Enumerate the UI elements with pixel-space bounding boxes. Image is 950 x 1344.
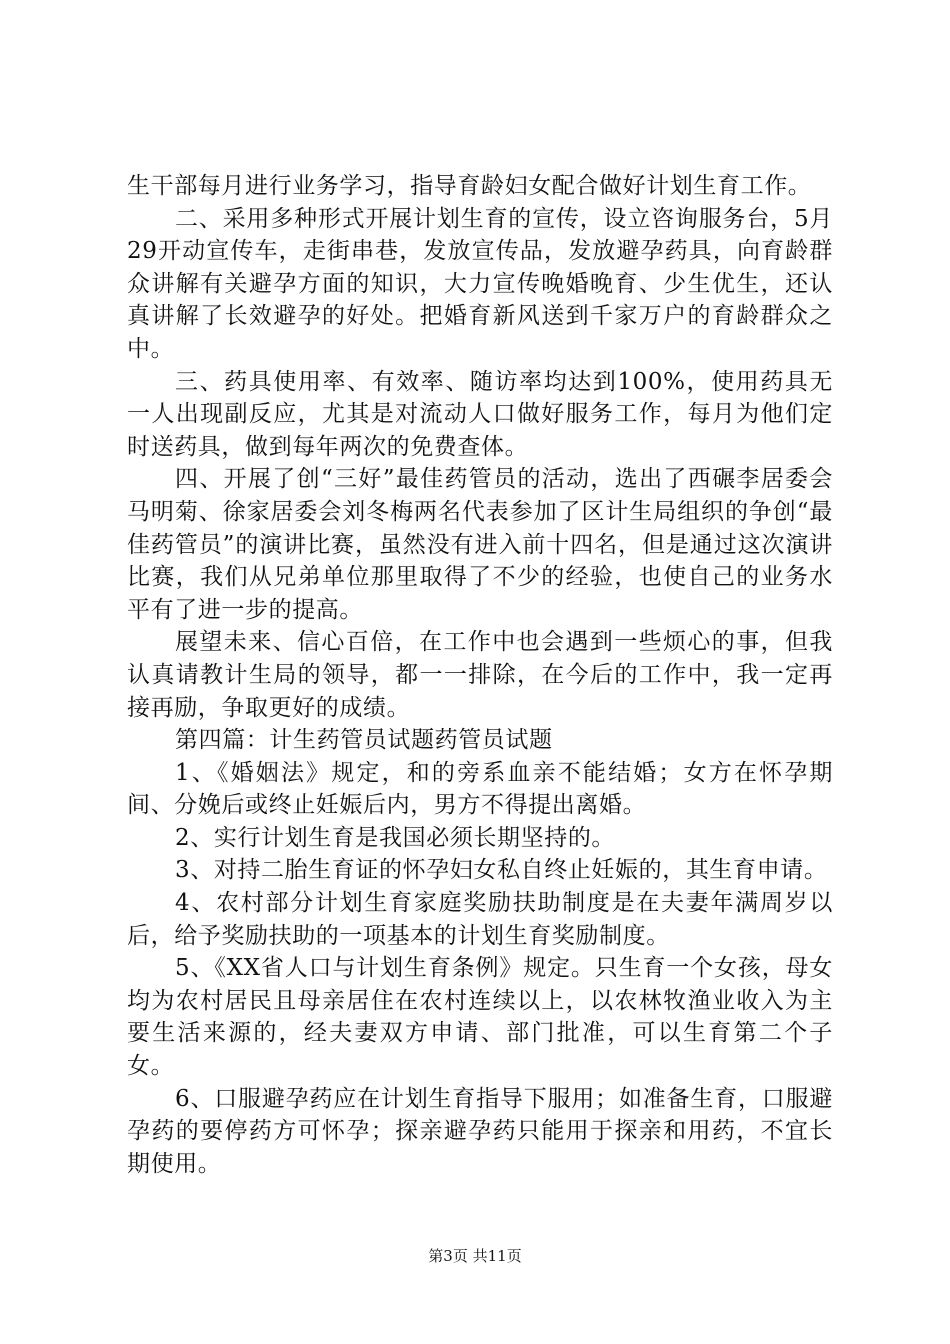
question-item: 5、《XX省人口与计划生育条例》规定。只生育一个女孩，母女均为农村居民且母亲居住在农村连续以上，以农林牧渔业收入为主要生活来源的，经夫妻双方申请、部门批准，可以生育第二个子女。 xyxy=(127,955,833,1080)
paragraph: 展望未来、信心百倍，在工作中也会遇到一些烦心的事，但我认真请教计生局的领导，都一一排除，在今后的工作中，我一定再接再励，争取更好的成绩。 xyxy=(127,629,833,721)
page-footer: 第3页 共11页 xyxy=(428,1247,522,1265)
question-item: 3、对持二胎生育证的怀孕妇女私自终止妊娠的，其生育申请。 xyxy=(175,857,828,884)
section-heading: 第四篇：计生药管员试题药管员试题 xyxy=(175,727,553,754)
paragraph: 二、采用多种形式开展计划生育的宣传，设立咨询服务台，5月29开动宣传车，走街串巷，发放宣传品，发放避孕药具，向育龄群众讲解有关避孕方面的知识，大力宣传晚婚晚育、少生优生，还认真讲解了长效避孕的好处。把婚育新风送到千家万户的育龄群众之中。 xyxy=(127,205,833,362)
paragraph: 三、药具使用率、有效率、随访率均达到100%，使用药具无一人出现副反应，尤其是对流动人口做好服务工作，每月为他们定时送药具，做到每年两次的免费查体。 xyxy=(127,368,833,460)
question-item: 2、实行计划生育是我国必须长期坚持的。 xyxy=(175,824,616,851)
paragraph: 生干部每月进行业务学习，指导育龄妇女配合做好计划生育工作。 xyxy=(127,173,812,199)
paragraph: 四、开展了创“三好”最佳药管员的活动，选出了西碾李居委会马明菊、徐家居委会刘冬梅两名代表参加了区计生局组织的争创“最佳药管员”的演讲比赛，虽然没有进入前十四名，但是通过这次演讲比赛，我们从兄弟单位那里取得了不少的经验，也使自己的业务水平有了进一步的提高。 xyxy=(127,466,833,623)
question-item: 6、口服避孕药应在计划生育指导下服用；如准备生育，口服避孕药的要停药方可怀孕；探亲避孕药只能用于探亲和用药，不宜长期使用。 xyxy=(127,1085,833,1177)
question-item: 1、《婚姻法》规定，和的旁系血亲不能结婚；女方在怀孕期间、分娩后或终止妊娠后内，男方不得提出离婚。 xyxy=(127,759,833,819)
question-item: 4、农村部分计划生育家庭奖励扶助制度是在夫妻年满周岁以后，给予奖励扶助的一项基本的计划生育奖励制度。 xyxy=(127,890,833,949)
document-body xyxy=(127,170,833,1180)
